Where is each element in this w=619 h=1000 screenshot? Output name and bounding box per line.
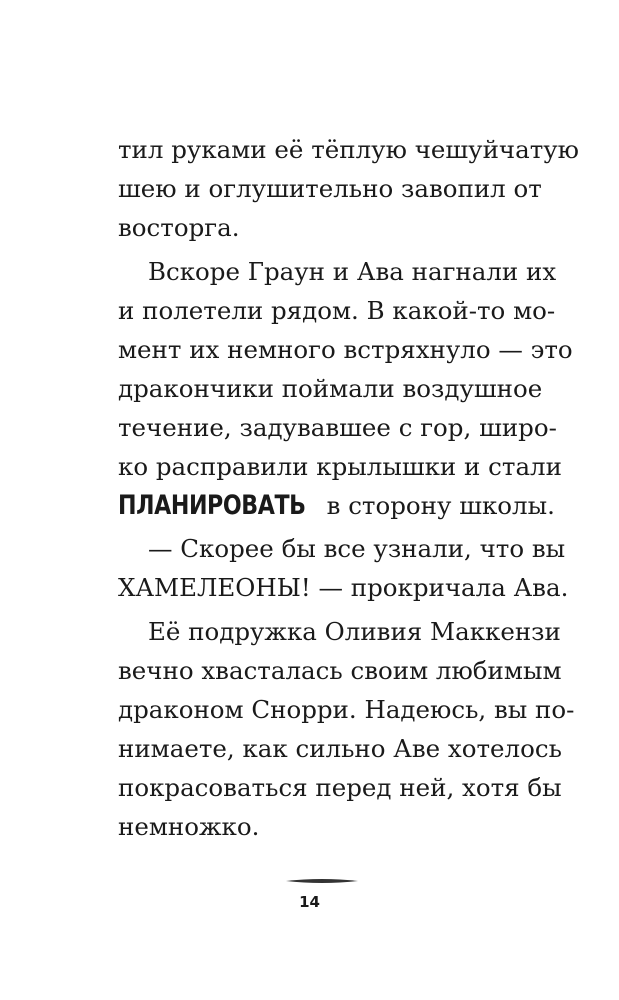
page-number: 14 xyxy=(299,893,320,911)
text-line: шею и оглушительно завопил от xyxy=(118,174,542,203)
text-line: покрасоваться перед ней, хотя бы xyxy=(118,773,562,802)
text-line: восторга. xyxy=(118,213,240,242)
emphasis-line xyxy=(118,488,555,524)
text-line: — Скорее бы все узнали, что вы xyxy=(148,534,566,563)
text-line: Вскоре Граун и Ава нагнали их xyxy=(148,257,557,286)
text-line: немножко. xyxy=(118,812,260,841)
ornament-divider xyxy=(286,876,358,886)
text-line: течение, задувавшее с гор, широ- xyxy=(118,413,557,442)
text-line: дракончики поймали воздушное xyxy=(118,374,543,403)
text-line: ХАМЕЛЕОНЫ! — прокричала Ава. xyxy=(118,573,569,602)
text-line: нимаете, как сильно Аве хотелось xyxy=(118,734,562,763)
text-line: мент их немного встряхнуло — это xyxy=(118,335,573,364)
text-line: вечно хвасталась своим любимым xyxy=(118,656,562,685)
text-line: Её подружка Оливия Маккензи xyxy=(148,617,561,646)
text-line: ко расправили крылышки и стали xyxy=(118,452,562,481)
text-line: тил руками её тёплую чешуйчатую xyxy=(118,135,580,164)
emphasis-line-rest: в сторону школы. xyxy=(326,491,555,520)
text-line: и полетели рядом. В какой-то мо- xyxy=(118,296,556,325)
emphasized-word: ПЛАНИРОВАТЬ xyxy=(118,490,306,521)
text-line: драконом Снорри. Надеюсь, вы по- xyxy=(118,695,575,724)
